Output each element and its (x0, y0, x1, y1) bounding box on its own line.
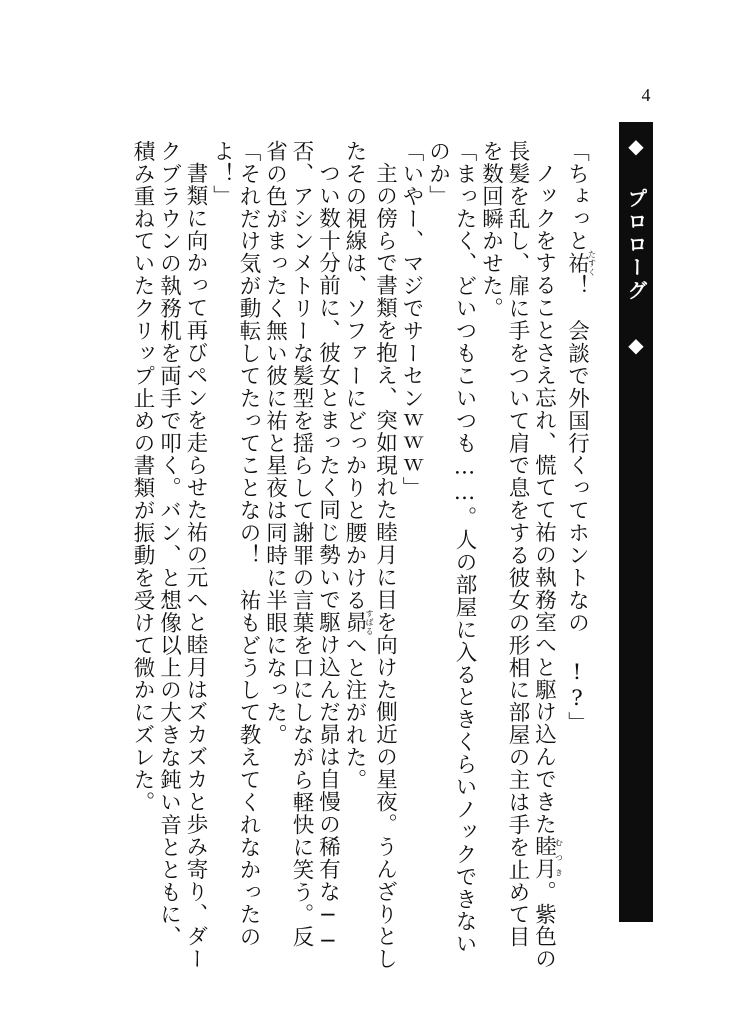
ruby-annotation: 昴すばる (342, 609, 374, 637)
paragraph: ノックをすることさえ忘れ、慌てて祐の執務室へと駆け込んできた睦月むつき。紫色の長髪を乱し、扉に手をついて肩で息をする彼女の形相に部屋の主は手を止めて目を数回瞬かせた。 (478, 140, 564, 970)
novel-body (130, 140, 597, 970)
paragraph: 「いやー、マジでサーセンｗｗｗ」 (399, 140, 424, 500)
paragraph: 「ちょっと祐たすく！ 会談で外国行くってホントなの !?」 (564, 140, 597, 735)
diamond-icon: ◆ (624, 333, 648, 357)
page-number: 4 (641, 85, 651, 105)
paragraph: 主の傍らで書類を抱え、突如現れた睦月に目を向けた側近の星夜。うんざりとしたその視線は、ソファーにどっかりと腰かける昴すばるへと注がれた。 (342, 140, 398, 970)
ruby-annotation: 祐たすく (564, 250, 597, 277)
chapter-title-bar (619, 122, 653, 922)
paragraph: 「まったく、どいつもこいつも……。人の部屋に入るときくらいノックできないのか」 (425, 140, 477, 956)
ruby-annotation: 睦月むつき (531, 835, 564, 880)
chapter-title: プロローグ (624, 188, 648, 303)
paragraph: 「それだけ気が動転してたってことなの！ 祐もどうして教えてくれなかったのよ！」 (209, 140, 261, 949)
diamond-icon: ◆ (624, 134, 648, 158)
paragraph: 書類に向かって再びペンを走らせた祐の元へと睦月はズカズカと歩み寄り、ダークブラウンの執務机を両手で叩く。バン、と想像以上の大きな鈍い音とともに、積み重ねていたクリップ止めの書類が振動を受けて微かにズレた。 (130, 140, 208, 970)
paragraph: つい数十分前に、彼女とまったく同じ勢いで駆け込んだ昴は自慢の稀有な──否、アシンメトリーな髪型を揺らして謝罪の言葉を口にしながら軽快に笑う。反省の色がまったく無い彼に祐と星夜は同時に半眼になった。 (262, 140, 341, 955)
